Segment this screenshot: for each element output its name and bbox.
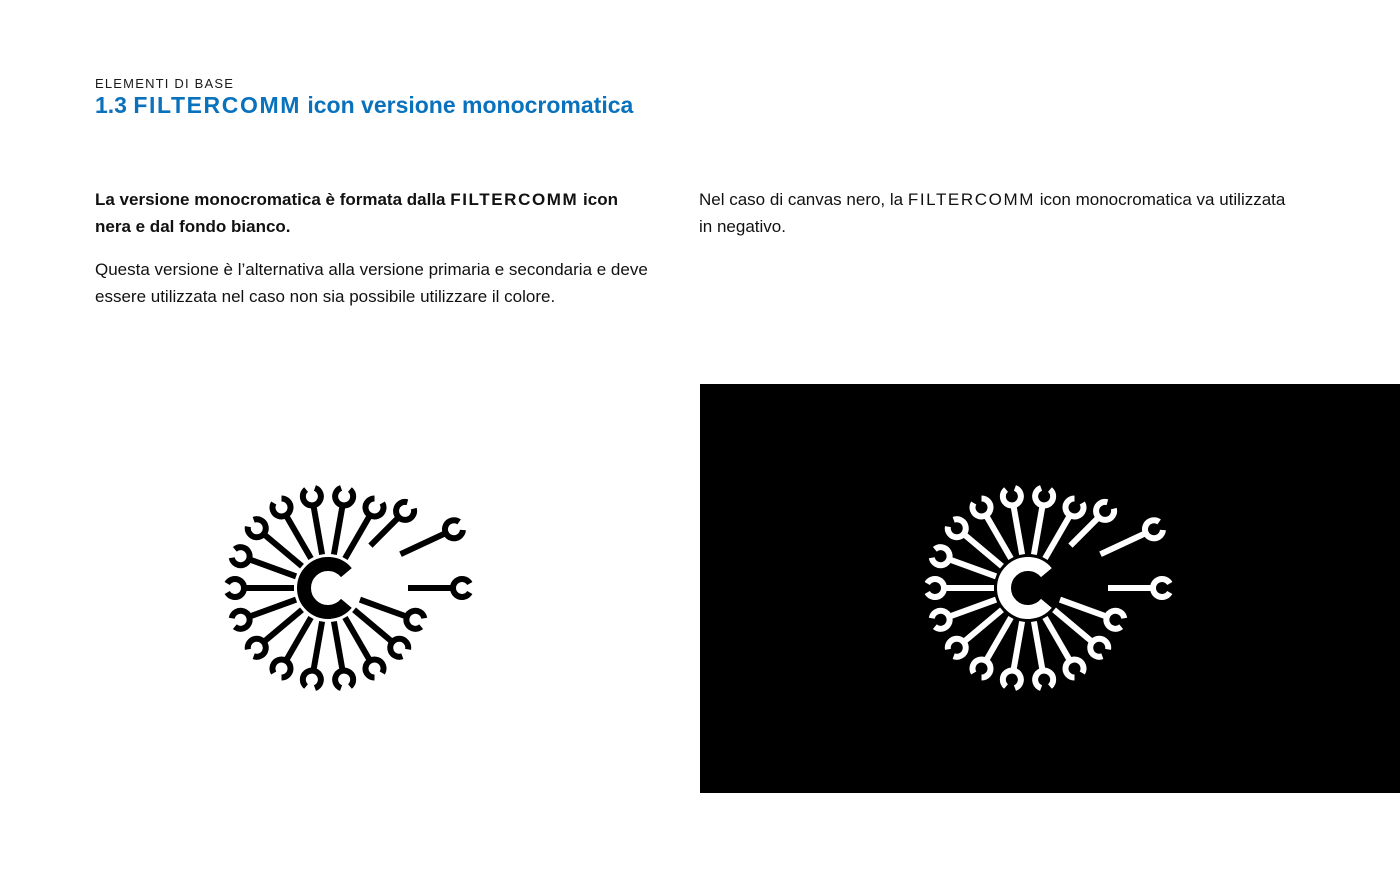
terminal-ring	[232, 611, 250, 629]
terminal-ring	[1035, 488, 1053, 505]
terminal-ring	[1003, 488, 1021, 505]
spoke	[1070, 517, 1098, 545]
terminal-ring	[335, 671, 353, 688]
spoke	[1060, 600, 1107, 617]
spoke	[345, 515, 370, 558]
terminal-ring	[273, 498, 291, 516]
terminal-ring	[1153, 579, 1170, 597]
terminal-ring	[232, 547, 250, 565]
spoke	[334, 505, 343, 554]
terminal-ring	[390, 639, 408, 657]
terminal-ring	[948, 639, 966, 657]
spoke	[401, 533, 446, 554]
terminal-ring	[1035, 671, 1053, 688]
right-column	[699, 187, 1289, 240]
terminal-ring	[366, 498, 384, 516]
terminal-ring	[932, 611, 950, 629]
terminal-ring	[932, 547, 950, 565]
terminal-ring	[927, 579, 944, 597]
terminal-ring	[1090, 639, 1108, 657]
terminal-ring	[227, 579, 244, 597]
terminal-ring	[453, 579, 470, 597]
filtercomm-icon-negative	[910, 470, 1190, 710]
terminal-ring	[973, 660, 991, 678]
terminal-ring	[1106, 611, 1124, 629]
spoke	[1013, 505, 1022, 554]
terminal-ring	[973, 498, 991, 516]
spoke	[1045, 515, 1070, 558]
terminal-ring	[303, 488, 321, 505]
spoke	[949, 559, 996, 576]
terminal-ring	[396, 502, 414, 520]
terminal-ring	[303, 671, 321, 688]
c-arc	[304, 564, 346, 612]
left-column	[95, 187, 655, 310]
terminal-ring	[1066, 498, 1084, 516]
spoke	[949, 600, 996, 617]
spoke	[1101, 533, 1146, 554]
spoke	[249, 600, 296, 617]
terminal-ring	[273, 660, 291, 678]
terminal-ring	[1003, 671, 1021, 688]
spoke	[1013, 621, 1022, 670]
spoke	[1034, 621, 1043, 670]
spoke	[249, 559, 296, 576]
negative-usage-paragraph: Nel caso di canvas nero, la FILTERCOMM icon monocromatica va utilizzata in negativo.	[699, 190, 1286, 236]
terminal-ring	[1145, 520, 1163, 538]
terminal-ring	[948, 519, 966, 537]
terminal-ring	[445, 520, 463, 538]
body-paragraph: Questa versione è l’alternativa alla versione primaria e secondaria e deve essere utilizzata nel caso non sia possibile utilizzare il colore.	[95, 260, 648, 306]
terminal-ring	[1066, 660, 1084, 678]
terminal-ring	[248, 639, 266, 657]
spoke	[360, 600, 407, 617]
terminal-ring	[335, 488, 353, 505]
c-arc	[1004, 564, 1046, 612]
terminal-ring	[1096, 502, 1114, 520]
spoke	[313, 621, 322, 670]
terminal-ring	[406, 611, 424, 629]
spoke	[1034, 505, 1043, 554]
filtercomm-icon	[210, 470, 490, 710]
spoke	[334, 621, 343, 670]
terminal-ring	[248, 519, 266, 537]
spoke	[313, 505, 322, 554]
page-title: 1.3 FILTERCOMM icon versione monocromatica	[95, 92, 634, 118]
terminal-ring	[366, 660, 384, 678]
spoke	[370, 517, 398, 545]
intro-paragraph: La versione monocromatica è formata dalla FILTERCOMM icon nera e dal fondo bianco.	[95, 190, 618, 236]
section-eyebrow: ELEMENTI DI BASE	[95, 76, 235, 91]
